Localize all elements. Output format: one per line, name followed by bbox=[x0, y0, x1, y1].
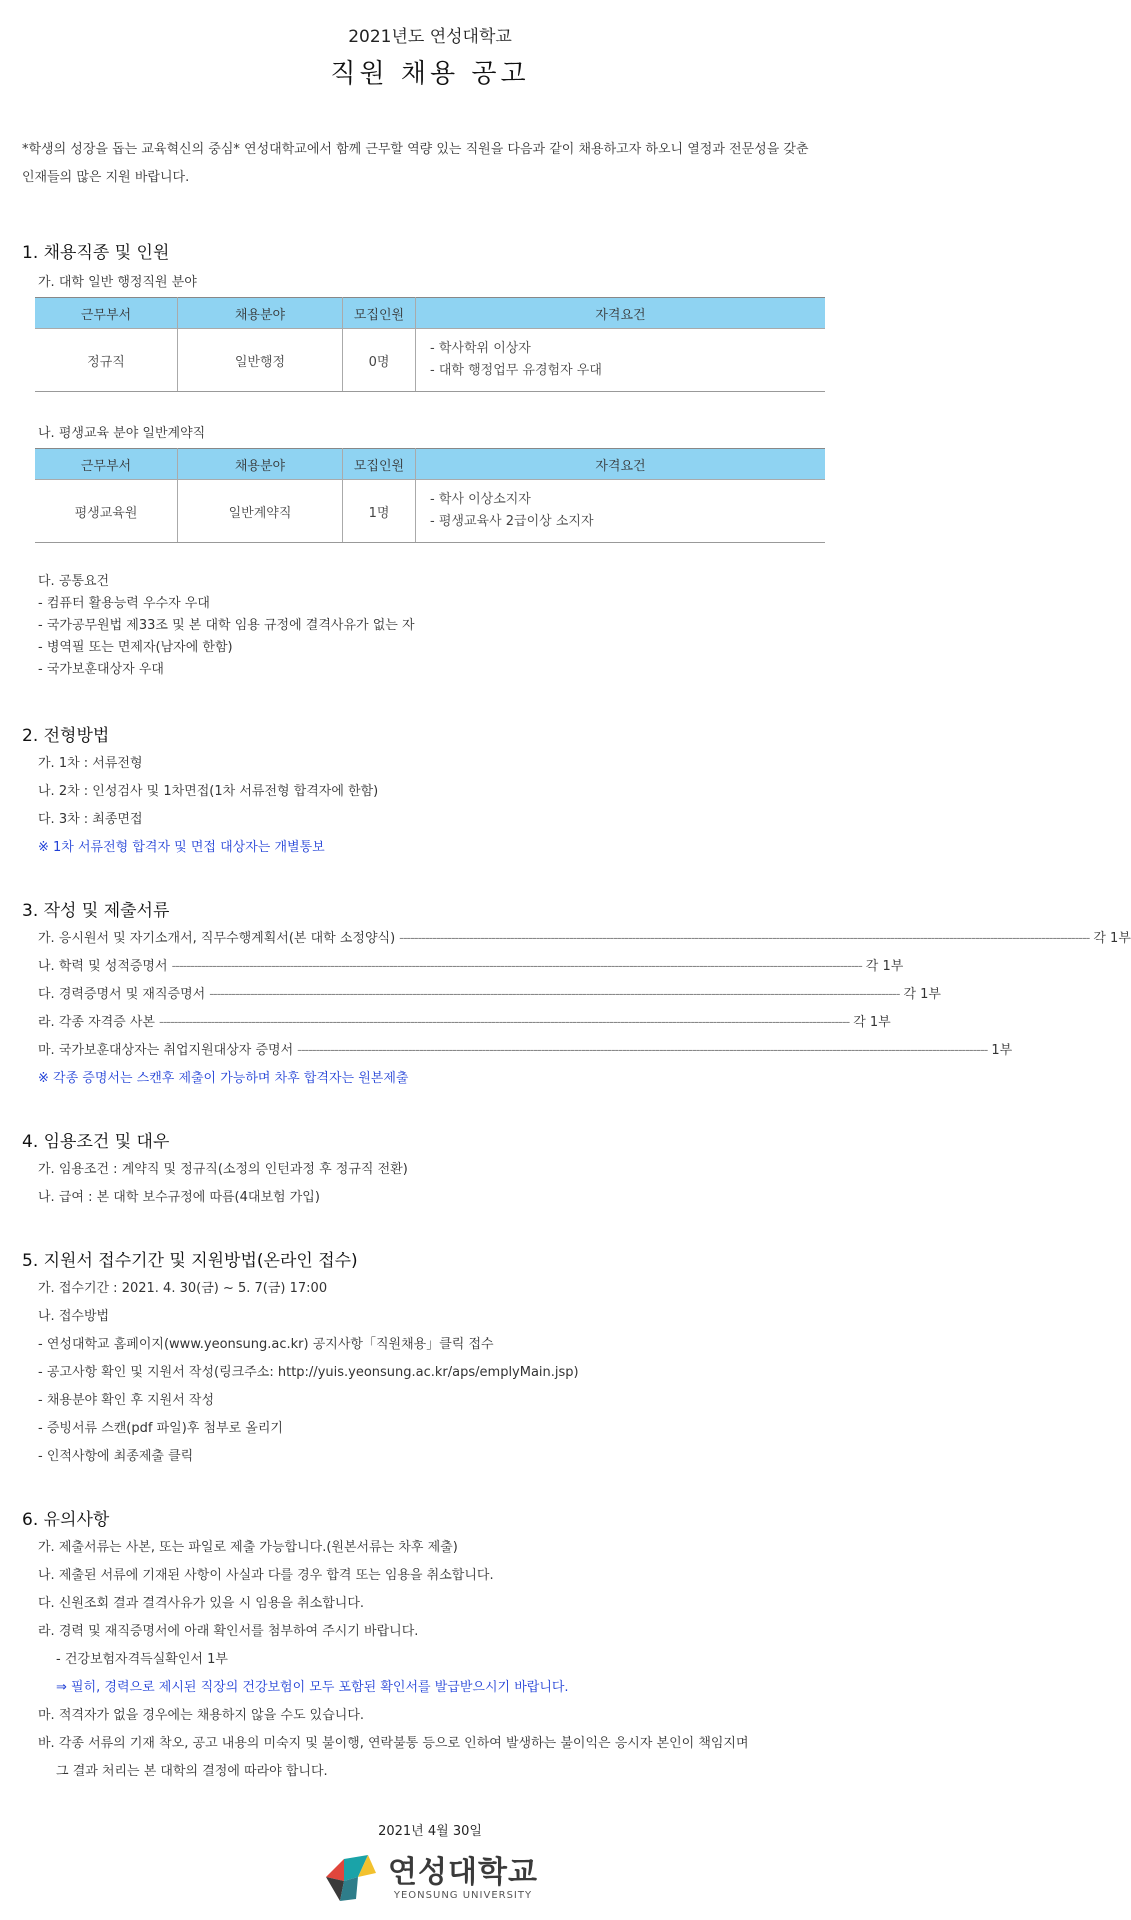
table-row bbox=[35, 480, 825, 543]
leader-dots: ------------------------------------------------------------------------------------------------------------------------------------------------------------------------------------------- bbox=[399, 931, 1090, 946]
section-title: 2. 전형방법 bbox=[22, 726, 110, 746]
section-title: 4. 임용조건 및 대우 bbox=[22, 1132, 170, 1152]
table-row bbox=[35, 329, 825, 392]
list-item: 마. 적격자가 없을 경우에는 채용하지 않을 수도 있습니다. bbox=[38, 1708, 365, 1723]
university-logo bbox=[0, 1851, 860, 1905]
table-cell-dept: 평생교육원 bbox=[35, 480, 178, 543]
section-title: 3. 작성 및 제출서류 bbox=[22, 901, 170, 921]
section-documents bbox=[0, 896, 1131, 1093]
section-title: 6. 유의사항 bbox=[22, 1510, 110, 1530]
table-cell-count: 0명 bbox=[343, 329, 416, 392]
method-title: 나. 접수방법 bbox=[38, 1309, 110, 1324]
table-header-cell: 자격요건 bbox=[416, 298, 826, 329]
table-header-cell: 채용분야 bbox=[178, 298, 343, 329]
header-year-line: 2021년도 연성대학교 bbox=[348, 27, 512, 47]
section-title: 5. 지원서 접수기간 및 지원방법(온라인 접수) bbox=[22, 1251, 358, 1271]
table-header-cell: 자격요건 bbox=[416, 449, 826, 480]
positions-table-lifelong bbox=[35, 448, 825, 543]
leader-dots: ------------------------------------------------------------------------------------------------------------------------------------------------------------------------------------------- bbox=[297, 1043, 988, 1058]
method-item: - 채용분야 확인 후 지원서 작성 bbox=[38, 1393, 215, 1408]
table-cell-field: 일반행정 bbox=[178, 329, 343, 392]
document-label: 가. 응시원서 및 자기소개서, 직무수행계획서(본 대학 소정양식) bbox=[38, 931, 396, 946]
table-cell-field: 일반계약직 bbox=[178, 480, 343, 543]
intro-paragraph bbox=[22, 136, 838, 192]
document-count: 각 1부 bbox=[903, 987, 941, 1002]
document-label: 마. 국가보훈대상자는 취업지원대상자 증명서 bbox=[38, 1043, 294, 1058]
section-note: ⇒ 필히, 경력으로 제시된 직장의 건강보험이 모두 포함된 확인서를 발급받으시기 바랍니다. bbox=[56, 1680, 569, 1695]
leader-dots: ------------------------------------------------------------------------------------------------------------------------------------------------------------------------------------------- bbox=[159, 1015, 850, 1030]
method-item: - 공고사항 확인 및 지원서 작성(링크주소: http://yuis.yeonsung.ac.kr/aps/emplyMain.jsp) bbox=[38, 1365, 579, 1380]
university-emblem-icon bbox=[322, 1851, 380, 1905]
section-note: ※ 각종 증명서는 스캔후 제출이 가능하며 차후 합격자는 원본제출 bbox=[38, 1071, 409, 1086]
notice-date: 2021년 4월 30일 bbox=[378, 1824, 482, 1839]
logo-korean-name: 연성대학교 bbox=[388, 1854, 538, 1890]
document-count: 1부 bbox=[991, 1043, 1013, 1058]
leader-dots: ------------------------------------------------------------------------------------------------------------------------------------------------------------------------------------------- bbox=[209, 987, 900, 1002]
document-label: 나. 학력 및 성적증명서 bbox=[38, 959, 168, 974]
table-header-cell: 모집인원 bbox=[343, 449, 416, 480]
requirement-item: - 대학 행정업무 유경험자 우대 bbox=[430, 363, 602, 378]
table-caption: 가. 대학 일반 행정직원 분야 bbox=[38, 275, 197, 290]
table-caption: 나. 평생교육 분야 일반계약직 bbox=[38, 426, 206, 441]
list-item: 가. 임용조건 : 계약직 및 정규직(소정의 인턴과정 후 정규직 전환) bbox=[38, 1162, 408, 1177]
table-header-cell: 모집인원 bbox=[343, 298, 416, 329]
document-count: 각 1부 bbox=[865, 959, 904, 974]
application-period: 가. 접수기간 : 2021. 4. 30(금) ~ 5. 7(금) 17:00 bbox=[38, 1281, 328, 1296]
method-item: - 증빙서류 스캔(pdf 파일)후 첨부로 올리기 bbox=[38, 1421, 283, 1436]
section-notes bbox=[0, 1505, 860, 1786]
footer bbox=[0, 1820, 860, 1905]
intro-line: 인재들의 많은 지원 바랍니다. bbox=[22, 170, 190, 185]
intro-line: *학생의 성장을 돕는 교육혁신의 중심* 연성대학교에서 함께 근무할 역량 있는 직원을 다음과 같이 채용하고자 하오니 열정과 전문성을 갖춘 bbox=[22, 142, 809, 157]
table-header-row bbox=[35, 298, 825, 329]
list-item: 다. 3차 : 최종면접 bbox=[38, 812, 143, 827]
list-item: 나. 제출된 서류에 기재된 사항이 사실과 다를 경우 합격 또는 임용을 취소합니다. bbox=[38, 1568, 494, 1583]
list-item-continued: 그 결과 처리는 본 대학의 결정에 따라야 합니다. bbox=[56, 1764, 328, 1779]
document-label: 라. 각종 자격증 사본 bbox=[38, 1015, 155, 1030]
document-count: 각 1부 bbox=[853, 1015, 891, 1030]
list-subitem: - 건강보험자격득실확인서 1부 bbox=[56, 1652, 228, 1667]
section-positions bbox=[0, 238, 860, 681]
table-header-cell: 근무부서 bbox=[35, 298, 178, 329]
method-item: - 인적사항에 최종제출 클릭 bbox=[38, 1449, 194, 1464]
section-title: 1. 채용직종 및 인원 bbox=[22, 243, 170, 263]
table-cell-dept: 정규직 bbox=[35, 329, 178, 392]
list-item: 나. 2차 : 인성검사 및 1차면접(1차 서류전형 합격자에 한함) bbox=[38, 784, 379, 799]
document-row bbox=[38, 981, 941, 1009]
table-header-row bbox=[35, 449, 825, 480]
document-row bbox=[38, 1037, 1013, 1065]
common-title: 다. 공통요건 bbox=[38, 574, 110, 589]
requirement-item: - 학사 이상소지자 bbox=[430, 492, 531, 507]
logo-english-name: YEONSUNG UNIVERSITY bbox=[393, 1889, 533, 1901]
section-selection bbox=[0, 721, 860, 862]
common-item: - 국가보훈대상자 우대 bbox=[38, 662, 164, 677]
requirement-item: - 학사학위 이상자 bbox=[430, 341, 531, 356]
list-item: 가. 1차 : 서류전형 bbox=[38, 756, 143, 771]
positions-table-admin bbox=[35, 297, 825, 392]
section-application bbox=[0, 1246, 860, 1471]
common-item: - 국가공무원법 제33조 및 본 대학 임용 규정에 결격사유가 없는 자 bbox=[38, 618, 415, 633]
section-conditions bbox=[0, 1127, 860, 1212]
table-header-cell: 채용분야 bbox=[178, 449, 343, 480]
table-cell-requirements bbox=[416, 329, 826, 392]
list-item: 가. 제출서류는 사본, 또는 파일로 제출 가능합니다.(원본서류는 차후 제출) bbox=[38, 1540, 458, 1555]
table-cell-count: 1명 bbox=[343, 480, 416, 543]
document-row bbox=[38, 953, 904, 981]
document-count: 각 1부 bbox=[1093, 931, 1131, 946]
table-header-cell: 근무부서 bbox=[35, 449, 178, 480]
common-item: - 병역필 또는 면제자(남자에 한함) bbox=[38, 640, 233, 655]
table-cell-requirements bbox=[416, 480, 826, 543]
document-row bbox=[38, 1009, 891, 1037]
common-item: - 컴퓨터 활용능력 우수자 우대 bbox=[38, 596, 210, 611]
page-title: 직원 채용 공고 bbox=[330, 59, 530, 89]
list-item: 나. 급여 : 본 대학 보수규정에 따름(4대보험 가입) bbox=[38, 1190, 320, 1205]
logo-text-block bbox=[388, 1856, 538, 1901]
list-item: 라. 경력 및 재직증명서에 아래 확인서를 첨부하여 주시기 바랍니다. bbox=[38, 1624, 419, 1639]
document-row bbox=[38, 925, 1131, 953]
requirement-item: - 평생교육사 2급이상 소지자 bbox=[430, 514, 594, 529]
list-item: 다. 신원조회 결과 결격사유가 있을 시 임용을 취소합니다. bbox=[38, 1596, 365, 1611]
leader-dots: ------------------------------------------------------------------------------------------------------------------------------------------------------------------------------------------- bbox=[171, 959, 862, 974]
list-item: 바. 각종 서류의 기재 착오, 공고 내용의 미숙지 및 불이행, 연락불통 등으로 인하여 발생하는 불이익은 응시자 본인이 책임지며 bbox=[38, 1736, 749, 1751]
method-item: - 연성대학교 홈페이지(www.yeonsung.ac.kr) 공지사항「직원채용」클릭 접수 bbox=[38, 1337, 494, 1352]
section-note: ※ 1차 서류전형 합격자 및 면접 대상자는 개별통보 bbox=[38, 840, 325, 855]
common-requirements bbox=[0, 571, 860, 681]
document-label: 다. 경력증명서 및 재직증명서 bbox=[38, 987, 206, 1002]
